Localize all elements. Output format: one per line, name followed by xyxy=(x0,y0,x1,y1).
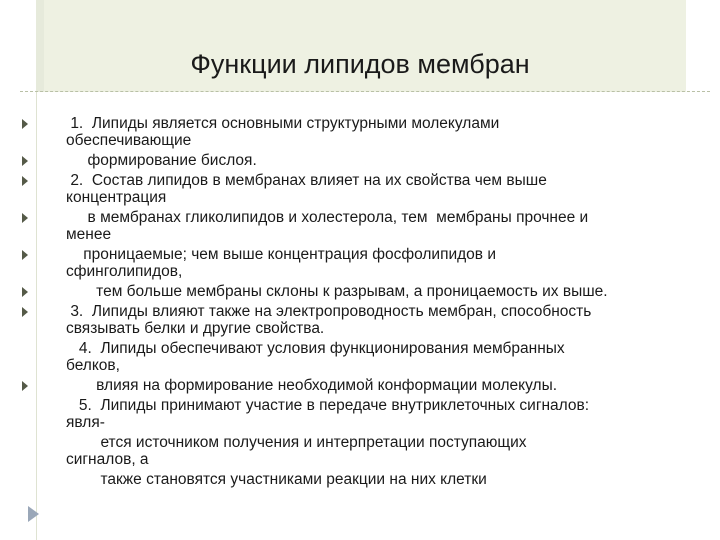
list-item-text: 2. Состав липидов в мембранах влияет на их свойства чем выше концентрация xyxy=(66,172,547,206)
list-item xyxy=(22,340,702,374)
slide-nav-arrow-icon[interactable] xyxy=(28,506,39,522)
list-item xyxy=(22,303,702,337)
triangle-right-icon xyxy=(22,381,28,391)
title-divider xyxy=(20,91,710,92)
list-item xyxy=(22,471,702,488)
list-item-text: 5. Липиды принимают участие в передаче внутриклеточных сигналов: явля- xyxy=(66,397,590,431)
list-item-text: 1. Липиды является основными структурными молекулами обеспечивающие xyxy=(66,115,500,149)
list-item-text: формирование бислоя. xyxy=(66,152,257,169)
triangle-right-icon xyxy=(22,250,28,260)
triangle-right-icon xyxy=(22,176,28,186)
list-item-text: проницаемые; чем выше концентрация фосфолипидов и сфинголипидов, xyxy=(66,246,496,280)
triangle-right-icon xyxy=(22,287,28,297)
list-item xyxy=(22,397,702,431)
list-item xyxy=(22,209,702,243)
list-item-text: 4. Липиды обеспечивают условия функционирования мембранных белков, xyxy=(66,340,565,374)
list-item xyxy=(22,152,702,169)
list-item xyxy=(22,283,702,300)
list-item xyxy=(22,115,702,149)
list-item-text: в мембранах гликолипидов и холестерола, тем мембраны прочнее и менее xyxy=(66,209,589,243)
list-item-text: влияя на формирование необходимой конформации молекулы. xyxy=(66,377,558,394)
triangle-right-icon xyxy=(22,213,28,223)
slide-body xyxy=(22,115,702,491)
list-item-text: 3. Липиды влияют также на электропроводность мембран, способность связывать белки и другие свойства. xyxy=(66,303,592,337)
list-item xyxy=(22,246,702,280)
list-item xyxy=(22,434,702,468)
list-item-text: тем больше мембраны склоны к разрывам, а проницаемость их выше. xyxy=(66,283,608,300)
triangle-right-icon xyxy=(22,156,28,166)
slide-title: Функции липидов мембран xyxy=(190,49,530,79)
list-item-text: ется источником получения и интерпретации поступающих сигналов, а xyxy=(66,434,527,468)
triangle-right-icon xyxy=(22,119,28,129)
list-item-text: также становятся участниками реакции на них клетки xyxy=(66,471,487,488)
list-item xyxy=(22,172,702,206)
list-item xyxy=(22,377,702,394)
triangle-right-icon xyxy=(22,307,28,317)
